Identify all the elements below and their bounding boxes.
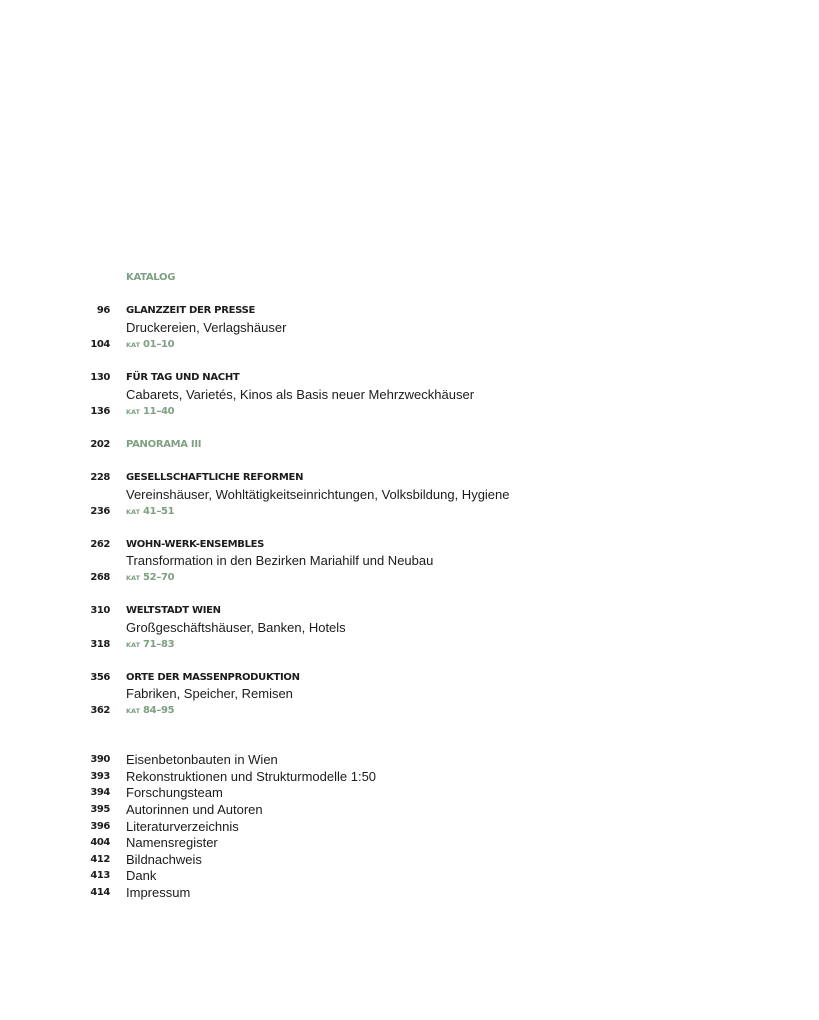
toc-kat-row (0, 336, 819, 353)
appendix-entry (0, 751, 819, 768)
kat-range (126, 569, 174, 587)
section-title: ORTE DER MASSENPRODUKTION (126, 672, 300, 683)
kat-page-number: 268 (90, 572, 110, 583)
toc-entry (0, 436, 819, 453)
kat-range-value: 41–51 (143, 506, 175, 517)
kat-range-value: 84–95 (143, 705, 175, 716)
kat-label: KAT (126, 508, 140, 516)
section-title: WELTSTADT WIEN (126, 605, 221, 616)
section-title: PANORAMA III (126, 439, 202, 450)
kat-label: KAT (126, 341, 140, 349)
appendix-title: Literaturverzeichnis (126, 819, 239, 834)
kat-label: KAT (126, 707, 140, 715)
kat-page-number: 362 (90, 705, 110, 716)
toc-kat-row (0, 503, 819, 520)
page-number: 414 (90, 887, 110, 898)
section-title: FÜR TAG UND NACHT (126, 372, 240, 383)
section-subtitle: Druckereien, Verlagshäuser (126, 320, 287, 335)
toc-kat-row (0, 702, 819, 719)
section-title: GESELLSCHAFTLICHE REFORMEN (126, 472, 304, 483)
kat-range (126, 336, 174, 354)
kat-label: KAT (126, 574, 140, 582)
section-title: WOHN-WERK-ENSEMBLES (126, 539, 265, 550)
page-number: 356 (90, 672, 110, 683)
page-number: 404 (90, 837, 110, 848)
page-number: 228 (90, 472, 110, 483)
section-subtitle: Vereinshäuser, Wohltätigkeitseinrichtungen, Volksbildung, Hygiene (126, 487, 510, 502)
toc-subtitle-row (0, 685, 819, 702)
appendix-title: Rekonstruktionen und Strukturmodelle 1:50 (126, 769, 377, 784)
section-subtitle: Transformation in den Bezirken Mariahilf und Neubau (126, 553, 434, 568)
appendix-entry (0, 851, 819, 868)
kat-label: KAT (126, 408, 140, 416)
page-number: 413 (90, 870, 110, 881)
appendix-title: Forschungsteam (126, 785, 223, 800)
toc-entry (0, 369, 819, 386)
appendix-title: Namensregister (126, 835, 218, 850)
toc-entry (0, 602, 819, 619)
kat-range (126, 503, 174, 521)
section-subtitle: Großgeschäftshäuser, Banken, Hotels (126, 620, 346, 635)
appendix-title: Dank (126, 868, 157, 883)
kat-range (126, 702, 174, 720)
toc-entry (0, 469, 819, 486)
toc-kat-row (0, 403, 819, 420)
section-subtitle: Cabarets, Varietés, Kinos als Basis neuer Mehrzweckhäuser (126, 387, 475, 402)
kat-range-value: 71–83 (143, 639, 175, 650)
toc-entry (0, 536, 819, 553)
page-number: 262 (90, 539, 110, 550)
kat-page-number: 236 (90, 506, 110, 517)
appendix-title: Bildnachweis (126, 852, 202, 867)
catalog-heading-row (0, 269, 819, 286)
toc-subtitle-row (0, 319, 819, 336)
page-number: 390 (90, 754, 110, 765)
toc-kat-row (0, 569, 819, 586)
appendix-title: Eisenbetonbauten in Wien (126, 752, 278, 767)
appendix-entry (0, 784, 819, 801)
appendix-entry (0, 818, 819, 835)
page-number: 395 (90, 804, 110, 815)
appendix-entry (0, 768, 819, 785)
toc-subtitle-row (0, 552, 819, 569)
toc-subtitle-row (0, 386, 819, 403)
kat-range-value: 01–10 (143, 339, 175, 350)
page-number: 393 (90, 771, 110, 782)
toc-kat-row (0, 636, 819, 653)
appendix-title: Impressum (126, 885, 191, 900)
page-number: 412 (90, 854, 110, 865)
appendix-entry (0, 884, 819, 901)
kat-range (126, 636, 174, 654)
appendix-entry (0, 834, 819, 851)
page-number: 96 (96, 305, 110, 316)
toc-entry (0, 302, 819, 319)
page-number: 130 (90, 372, 110, 383)
kat-range (126, 403, 174, 421)
page-number: 202 (90, 439, 110, 450)
kat-page-number: 136 (90, 406, 110, 417)
appendix-entry (0, 867, 819, 884)
kat-page-number: 318 (90, 639, 110, 650)
section-title: GLANZZEIT DER PRESSE (126, 305, 256, 316)
page-number: 396 (90, 821, 110, 832)
toc-subtitle-row (0, 486, 819, 503)
appendix-title: Autorinnen und Autoren (126, 802, 263, 817)
kat-range-value: 52–70 (143, 572, 175, 583)
kat-label: KAT (126, 641, 140, 649)
toc-subtitle-row (0, 619, 819, 636)
page-number: 310 (90, 605, 110, 616)
kat-page-number: 104 (90, 339, 110, 350)
page-number: 394 (90, 787, 110, 798)
kat-range-value: 11–40 (143, 406, 175, 417)
toc-entry (0, 669, 819, 686)
appendix-entry (0, 801, 819, 818)
catalog-heading: KATALOG (126, 272, 176, 283)
section-subtitle: Fabriken, Speicher, Remisen (126, 686, 293, 701)
